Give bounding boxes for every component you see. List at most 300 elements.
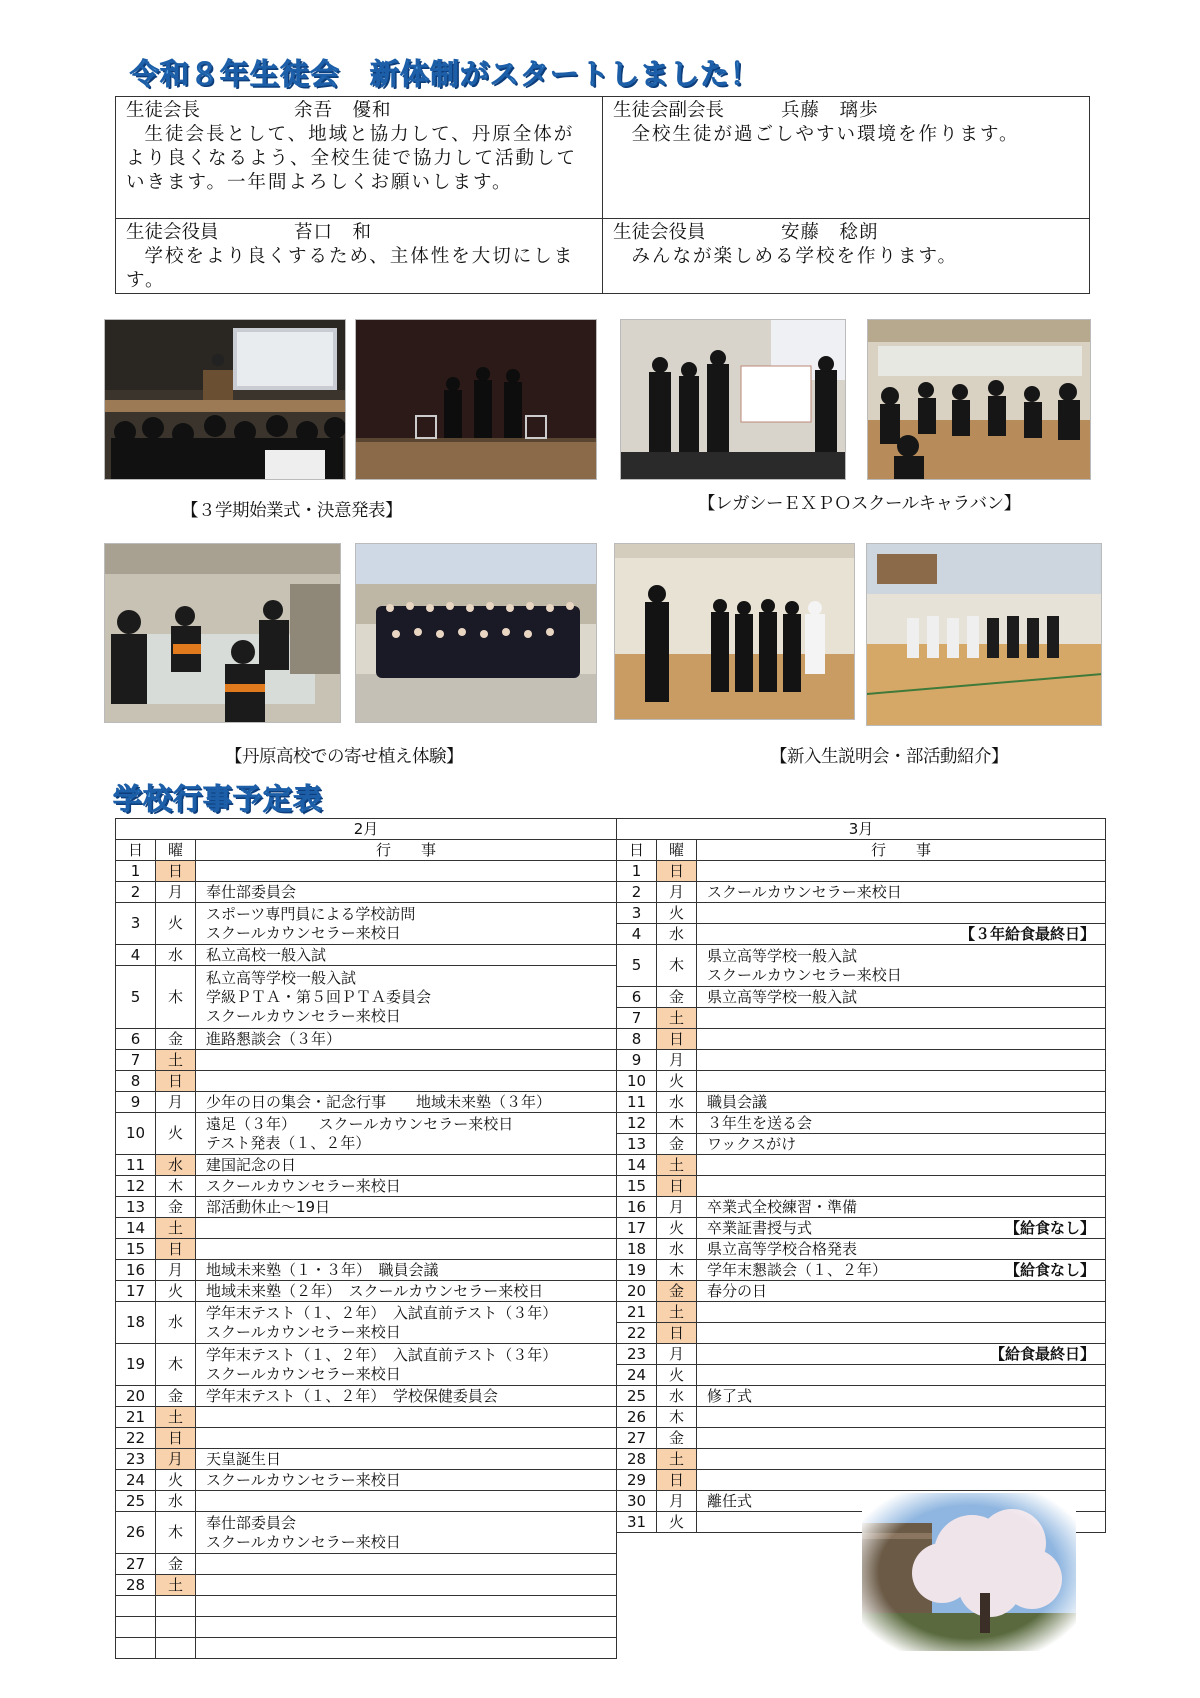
schedule-row <box>617 1323 1106 1344</box>
events-cell <box>697 1218 1106 1239</box>
photo-ceremony-hall <box>104 319 346 480</box>
schedule-row <box>116 1638 617 1659</box>
member-message: 全校生徒が過ごしやすい環境を作ります。 <box>631 124 1020 145</box>
events-cell <box>697 987 1106 1008</box>
events-cell <box>196 1407 617 1428</box>
council-cell-vice-president <box>603 97 1090 219</box>
event-text: 学年末テスト（１、２年） 入試直前テスト（３年） <box>206 1345 558 1364</box>
event-text: 私立高校一般入試 <box>206 945 327 964</box>
lunch-note: 【給食なし】 <box>1005 1260 1096 1279</box>
caption-planting: 【丹原高校での寄せ植え体験】 <box>225 747 463 767</box>
day-number: 10 <box>617 1071 657 1092</box>
schedule-row <box>617 1365 1106 1386</box>
day-number: 25 <box>116 1491 156 1512</box>
event-text: 春分の日 <box>707 1281 768 1300</box>
weekday: 金 <box>657 987 697 1008</box>
schedule-row <box>116 1302 617 1344</box>
events-cell <box>697 1449 1106 1470</box>
schedule-row <box>116 1470 617 1491</box>
weekday <box>156 1596 196 1617</box>
day-number: 24 <box>116 1470 156 1491</box>
events-cell <box>697 1092 1106 1113</box>
events-cell <box>697 1239 1106 1260</box>
member-message: みんなが楽しめる学校を作ります。 <box>631 246 959 267</box>
schedule-row <box>617 924 1106 945</box>
weekday: 月 <box>657 1050 697 1071</box>
schedule-row <box>617 882 1106 903</box>
photo-cherry-blossom <box>862 1493 1076 1651</box>
weekday: 木 <box>657 1113 697 1134</box>
schedule-row <box>116 1512 617 1554</box>
events-cell <box>697 1176 1106 1197</box>
event-text: スクールカウンセラー来校日 <box>206 1470 401 1489</box>
day-number: 8 <box>116 1071 156 1092</box>
schedule-row <box>116 1029 617 1050</box>
schedule-row <box>617 1113 1106 1134</box>
weekday: 日 <box>156 1239 196 1260</box>
col-day-header: 日 <box>617 840 657 861</box>
events-cell <box>196 1470 617 1491</box>
day-number <box>116 1617 156 1638</box>
weekday: 金 <box>156 1029 196 1050</box>
schedule-row <box>617 1407 1106 1428</box>
day-number: 7 <box>617 1008 657 1029</box>
schedule-row <box>617 1260 1106 1281</box>
events-cell <box>196 945 617 966</box>
events-cell <box>196 1638 617 1659</box>
events-cell <box>196 1218 617 1239</box>
day-number: 1 <box>116 861 156 882</box>
event-text: 部活動休止～19日 <box>206 1197 331 1216</box>
day-number: 5 <box>116 966 156 1029</box>
day-number: 30 <box>617 1491 657 1512</box>
weekday: 月 <box>156 1449 196 1470</box>
events-cell <box>196 1092 617 1113</box>
schedule-row <box>617 1344 1106 1365</box>
events-cell <box>196 882 617 903</box>
lunch-note: 【給食なし】 <box>1005 1218 1096 1237</box>
day-number: 18 <box>617 1239 657 1260</box>
weekday: 土 <box>657 1008 697 1029</box>
day-number: 21 <box>116 1407 156 1428</box>
events-cell <box>697 1071 1106 1092</box>
weekday: 火 <box>657 1071 697 1092</box>
weekday: 木 <box>657 945 697 987</box>
event-text: スクールカウンセラー来校日 <box>206 1532 401 1551</box>
schedule-row <box>617 1155 1106 1176</box>
event-text: 学年末テスト（１、２年） 学校保健委員会 <box>206 1386 498 1405</box>
schedule-row <box>617 1449 1106 1470</box>
weekday: 月 <box>657 1344 697 1365</box>
member-role: 生徒会役員 <box>126 222 219 243</box>
schedule-row <box>617 1386 1106 1407</box>
day-number: 6 <box>617 987 657 1008</box>
event-text: スクールカウンセラー来校日 <box>206 923 401 942</box>
col-day-header: 日 <box>116 840 156 861</box>
schedule-row <box>116 1617 617 1638</box>
member-name: 兵藤 璃歩 <box>781 100 879 121</box>
events-cell <box>697 924 1106 945</box>
day-number: 28 <box>116 1575 156 1596</box>
day-number: 25 <box>617 1386 657 1407</box>
caption-orientation: 【新入生説明会・部活動紹介】 <box>770 747 1008 767</box>
day-number: 4 <box>617 924 657 945</box>
schedule-row <box>116 966 617 1029</box>
weekday: 木 <box>156 1344 196 1386</box>
photo-club-intro <box>866 543 1102 726</box>
schedule-title: 学校行事予定表 <box>113 782 324 816</box>
weekday: 水 <box>657 924 697 945</box>
schedule-row <box>617 1218 1106 1239</box>
schedule-row <box>617 903 1106 924</box>
events-cell <box>196 1050 617 1071</box>
member-role: 生徒会副会長 <box>613 100 725 121</box>
day-number: 19 <box>617 1260 657 1281</box>
event-text: 学級ＰＴＡ・第５回ＰＴＡ委員会 <box>206 987 432 1006</box>
events-cell <box>196 1554 617 1575</box>
schedule-row <box>617 1092 1106 1113</box>
day-number: 14 <box>617 1155 657 1176</box>
day-number: 17 <box>617 1218 657 1239</box>
member-role: 生徒会長 <box>126 100 201 121</box>
events-cell <box>196 1491 617 1512</box>
day-number: 15 <box>116 1239 156 1260</box>
day-number: 23 <box>617 1344 657 1365</box>
day-number: 11 <box>617 1092 657 1113</box>
events-cell <box>697 1407 1106 1428</box>
event-text: 学年末懇談会（１、２年） <box>707 1260 888 1279</box>
event-text: ワックスがけ <box>707 1134 797 1153</box>
schedule-row <box>617 1470 1106 1491</box>
event-text: スクールカウンセラー来校日 <box>206 1006 401 1025</box>
day-number: 15 <box>617 1176 657 1197</box>
schedule-row <box>617 987 1106 1008</box>
day-number: 21 <box>617 1302 657 1323</box>
weekday: 金 <box>657 1281 697 1302</box>
day-number: 28 <box>617 1449 657 1470</box>
weekday: 日 <box>657 1323 697 1344</box>
weekday: 火 <box>657 903 697 924</box>
schedule-row <box>617 1029 1106 1050</box>
events-cell <box>196 1575 617 1596</box>
day-number: 29 <box>617 1470 657 1491</box>
schedule-row <box>116 1344 617 1386</box>
schedule-row <box>116 1155 617 1176</box>
lunch-note: 【３年給食最終日】 <box>960 924 1096 943</box>
events-cell <box>196 966 617 1029</box>
schedule-row <box>116 1491 617 1512</box>
weekday: 水 <box>156 945 196 966</box>
event-text: 卒業証書授与式 <box>707 1218 813 1237</box>
event-text: テスト発表（１、２年） <box>206 1133 371 1152</box>
event-text: スクールカウンセラー来校日 <box>206 1176 401 1195</box>
member-role: 生徒会役員 <box>613 222 706 243</box>
council-table <box>115 96 1090 294</box>
col-weekday-header: 曜 <box>156 840 196 861</box>
weekday: 金 <box>156 1386 196 1407</box>
events-cell <box>697 1365 1106 1386</box>
event-text: 進路懇談会（３年） <box>206 1029 342 1048</box>
events-cell <box>697 1428 1106 1449</box>
event-text: 地域未来塾（２年） スクールカウンセラー来校日 <box>206 1281 544 1300</box>
weekday: 火 <box>156 1281 196 1302</box>
schedule-row <box>116 1575 617 1596</box>
month-header: 3月 <box>617 819 1106 840</box>
event-text: スクールカウンセラー来校日 <box>707 882 902 901</box>
schedule-march <box>616 818 1106 1533</box>
schedule-row <box>116 1554 617 1575</box>
events-cell <box>697 945 1106 987</box>
events-cell <box>697 882 1106 903</box>
schedule-row <box>617 1239 1106 1260</box>
events-cell <box>697 1386 1106 1407</box>
caption-expo-caravan: 【レガシーＥＸＰＯスクールキャラバン】 <box>698 494 1021 514</box>
day-number <box>116 1638 156 1659</box>
events-cell <box>196 1071 617 1092</box>
weekday: 水 <box>657 1386 697 1407</box>
event-text: スポーツ専門員による学校訪問 <box>206 904 416 923</box>
events-cell <box>697 861 1106 882</box>
day-number: 16 <box>617 1197 657 1218</box>
schedule-row <box>116 861 617 882</box>
day-number: 6 <box>116 1029 156 1050</box>
events-cell <box>697 903 1106 924</box>
weekday: 金 <box>657 1134 697 1155</box>
weekday: 土 <box>156 1575 196 1596</box>
weekday: 日 <box>156 861 196 882</box>
event-text: 奉仕部委員会 <box>206 882 297 901</box>
schedule-row <box>116 945 617 966</box>
event-text: 天皇誕生日 <box>206 1449 282 1468</box>
weekday: 金 <box>156 1197 196 1218</box>
member-message: 生徒会長として、地域と協力して、丹原全体がより良くなるよう、全校生徒で協力して活動していきます。一年間よろしくお願いします。 <box>126 124 578 193</box>
day-number: 9 <box>617 1050 657 1071</box>
schedule-row <box>116 1218 617 1239</box>
events-cell <box>697 1008 1106 1029</box>
weekday: 月 <box>156 1260 196 1281</box>
schedule-row <box>116 1449 617 1470</box>
schedule-row <box>116 1197 617 1218</box>
weekday: 木 <box>156 966 196 1029</box>
events-cell <box>196 1344 617 1386</box>
schedule-row <box>116 1176 617 1197</box>
schedule-row <box>116 903 617 945</box>
events-cell <box>697 1470 1106 1491</box>
day-number: 27 <box>116 1554 156 1575</box>
schedule-row <box>116 1239 617 1260</box>
weekday: 水 <box>156 1302 196 1344</box>
schedule-row <box>617 1428 1106 1449</box>
event-text: 建国記念の日 <box>206 1155 297 1174</box>
events-cell <box>697 1113 1106 1134</box>
day-number: 19 <box>116 1344 156 1386</box>
weekday: 火 <box>156 1470 196 1491</box>
weekday: 月 <box>657 1197 697 1218</box>
day-number: 22 <box>617 1323 657 1344</box>
day-number: 20 <box>116 1386 156 1407</box>
events-cell <box>196 1596 617 1617</box>
schedule-row <box>116 1407 617 1428</box>
weekday: 土 <box>657 1449 697 1470</box>
day-number: 17 <box>116 1281 156 1302</box>
events-cell <box>697 1344 1106 1365</box>
event-text: 県立高等学校一般入試 <box>707 946 858 965</box>
events-cell <box>697 1134 1106 1155</box>
weekday: 土 <box>657 1302 697 1323</box>
day-number: 3 <box>617 903 657 924</box>
events-cell <box>196 1155 617 1176</box>
events-cell <box>697 1155 1106 1176</box>
weekday: 木 <box>657 1260 697 1281</box>
events-cell <box>697 1281 1106 1302</box>
event-text: 県立高等学校一般入試 <box>707 987 858 1006</box>
photo-stage-speech <box>355 319 597 480</box>
day-number: 20 <box>617 1281 657 1302</box>
events-cell <box>697 1050 1106 1071</box>
events-cell <box>196 1281 617 1302</box>
events-cell <box>196 1029 617 1050</box>
day-number: 14 <box>116 1218 156 1239</box>
photo-planting <box>104 543 341 723</box>
events-cell <box>697 1323 1106 1344</box>
weekday: 火 <box>657 1218 697 1239</box>
day-number: 31 <box>617 1512 657 1533</box>
event-text: 少年の日の集会・記念行事 地域未来塾（３年） <box>206 1092 552 1111</box>
events-cell <box>196 1176 617 1197</box>
weekday: 木 <box>156 1176 196 1197</box>
events-cell <box>196 903 617 945</box>
schedule-row <box>617 1302 1106 1323</box>
member-name: 安藤 稔朗 <box>781 222 879 243</box>
event-text: 遠足（３年） スクールカウンセラー来校日 <box>206 1114 514 1133</box>
schedule-row <box>617 861 1106 882</box>
event-text: スクールカウンセラー来校日 <box>206 1364 401 1383</box>
photo-orientation <box>614 543 855 720</box>
member-name: 苔口 和 <box>294 222 373 243</box>
weekday: 木 <box>156 1512 196 1554</box>
event-text: 奉仕部委員会 <box>206 1513 297 1532</box>
photo-group <box>355 543 597 723</box>
events-cell <box>196 1239 617 1260</box>
day-number: 27 <box>617 1428 657 1449</box>
event-text: ３年生を送る会 <box>707 1113 813 1132</box>
col-events-header: 行 事 <box>196 840 617 861</box>
weekday: 日 <box>657 861 697 882</box>
schedule-row <box>116 882 617 903</box>
member-message: 学校をより良くするため、主体性を大切にします。 <box>126 246 575 291</box>
council-cell-officer-2 <box>603 219 1090 294</box>
day-number: 22 <box>116 1428 156 1449</box>
day-number: 13 <box>116 1197 156 1218</box>
events-cell <box>196 1449 617 1470</box>
day-number: 16 <box>116 1260 156 1281</box>
day-number <box>116 1596 156 1617</box>
council-title: 令和８年生徒会 新体制がスタートしました！ <box>130 57 761 91</box>
day-number: 7 <box>116 1050 156 1071</box>
events-cell <box>196 1386 617 1407</box>
event-text: 離任式 <box>707 1491 753 1510</box>
schedule-row <box>617 1281 1106 1302</box>
event-text: 職員会議 <box>707 1092 768 1111</box>
schedule-row <box>617 1050 1106 1071</box>
day-number: 1 <box>617 861 657 882</box>
weekday: 月 <box>156 882 196 903</box>
caption-opening-ceremony: 【３学期始業式・決意発表】 <box>181 501 402 521</box>
lunch-note: 【給食最終日】 <box>990 1344 1096 1363</box>
weekday: 月 <box>657 882 697 903</box>
col-events-header: 行 事 <box>697 840 1106 861</box>
schedule-row <box>116 1596 617 1617</box>
weekday: 日 <box>657 1029 697 1050</box>
weekday: 土 <box>156 1050 196 1071</box>
weekday <box>156 1638 196 1659</box>
weekday: 金 <box>156 1554 196 1575</box>
schedule-row <box>617 1176 1106 1197</box>
month-header: 2月 <box>116 819 617 840</box>
weekday: 水 <box>657 1092 697 1113</box>
day-number: 5 <box>617 945 657 987</box>
event-text: スクールカウンセラー来校日 <box>206 1322 401 1341</box>
events-cell <box>697 1260 1106 1281</box>
weekday: 水 <box>156 1155 196 1176</box>
weekday: 月 <box>156 1092 196 1113</box>
weekday: 火 <box>156 903 196 945</box>
day-number: 12 <box>116 1176 156 1197</box>
weekday: 土 <box>657 1155 697 1176</box>
day-number: 2 <box>116 882 156 903</box>
events-cell <box>697 1197 1106 1218</box>
day-number: 18 <box>116 1302 156 1344</box>
photo-expo-classroom <box>867 319 1091 480</box>
events-cell <box>196 1260 617 1281</box>
schedule-row <box>116 1113 617 1155</box>
photo-expo-poster <box>620 319 846 480</box>
col-weekday-header: 曜 <box>657 840 697 861</box>
day-number: 23 <box>116 1449 156 1470</box>
events-cell <box>196 1302 617 1344</box>
schedule-row <box>116 1260 617 1281</box>
weekday: 水 <box>156 1491 196 1512</box>
schedule-february <box>115 818 617 1659</box>
weekday: 土 <box>156 1407 196 1428</box>
events-cell <box>196 1197 617 1218</box>
event-text: スクールカウンセラー来校日 <box>707 965 902 984</box>
event-text: 私立高等学校一般入試 <box>206 968 357 987</box>
day-number: 10 <box>116 1113 156 1155</box>
day-number: 3 <box>116 903 156 945</box>
schedule-row <box>116 1281 617 1302</box>
schedule-row <box>617 1071 1106 1092</box>
weekday: 火 <box>156 1113 196 1155</box>
day-number: 2 <box>617 882 657 903</box>
events-cell <box>196 1428 617 1449</box>
day-number: 26 <box>116 1512 156 1554</box>
schedule-row <box>617 945 1106 987</box>
events-cell <box>697 1302 1106 1323</box>
weekday: 水 <box>657 1239 697 1260</box>
schedule-row <box>617 1134 1106 1155</box>
member-name: 余吾 優和 <box>294 100 392 121</box>
weekday: 火 <box>657 1365 697 1386</box>
event-text: 県立高等学校合格発表 <box>707 1239 858 1258</box>
day-number: 24 <box>617 1365 657 1386</box>
schedule-row <box>116 1386 617 1407</box>
weekday: 月 <box>657 1491 697 1512</box>
schedule-row <box>617 1008 1106 1029</box>
day-number: 8 <box>617 1029 657 1050</box>
day-number: 26 <box>617 1407 657 1428</box>
events-cell <box>697 1029 1106 1050</box>
